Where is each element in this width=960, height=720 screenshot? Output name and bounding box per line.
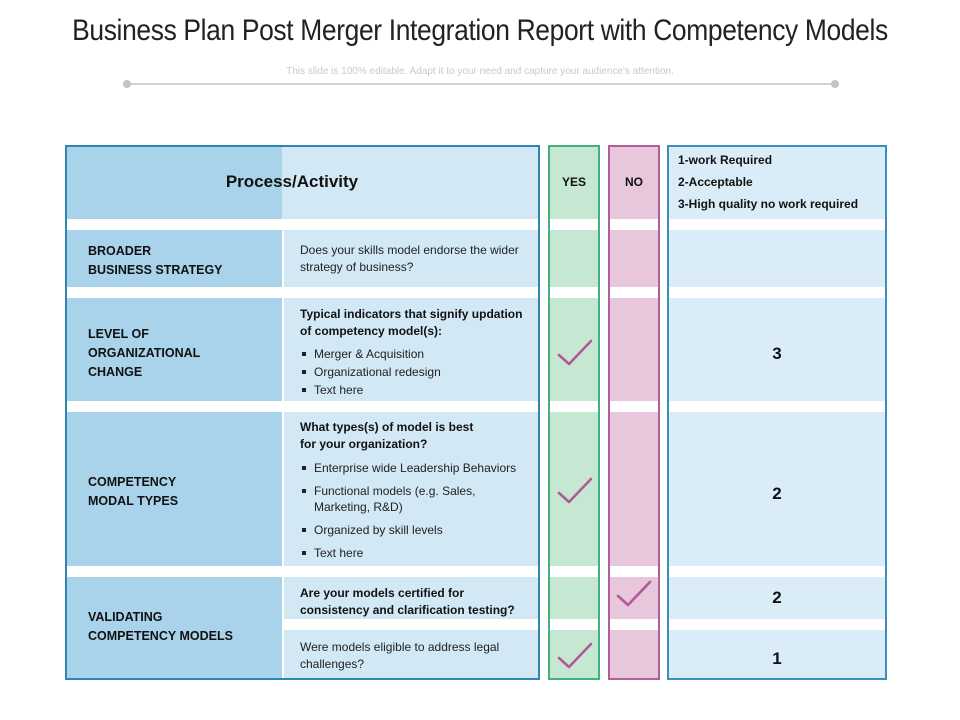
list-item: Text here [300, 382, 532, 398]
title-divider [127, 83, 835, 85]
question-model-types: What types(s) of model is best for your organization? [300, 420, 474, 451]
page-title: Business Plan Post Merger Integration Report with Competency Models [72, 14, 888, 47]
question-indicators: Typical indicators that signify updation of competency model(s): [300, 307, 523, 338]
stage-broader-business-strategy: BROADER BUSINESS STRATEGY [88, 244, 223, 277]
rating-legend [678, 149, 883, 215]
legend-item: 3-High quality no work required [678, 197, 859, 211]
legend-item: 1-work Required [678, 153, 773, 167]
rating-value: 1 [772, 649, 782, 668]
question-block-indicators [300, 306, 532, 398]
no-header: NO [625, 175, 643, 189]
yes-header: YES [561, 175, 586, 189]
rating-value: 2 [772, 484, 782, 503]
indicator-list [300, 346, 532, 398]
stage-organizational-change: LEVEL OF ORGANIZATIONAL CHANGE [88, 327, 201, 379]
question-skills-model: Does your skills model endorse the wider strategy of business? [300, 243, 519, 274]
model-type-list [300, 460, 532, 561]
check-mark-icon [557, 338, 593, 368]
list-item: Text here [300, 545, 532, 561]
list-item: Enterprise wide Leadership Behaviors [300, 460, 532, 476]
divider-dot-left [123, 80, 131, 88]
question-legal-challenges: Were models eligible to address legal challenges? [300, 640, 500, 671]
page-subtitle: This slide is 100% editable. Adapt it to your need and capture your audience's attention. [286, 66, 674, 77]
stage-competency-modal-types: COMPETENCY MODAL TYPES [88, 475, 179, 508]
check-mark-icon [557, 476, 593, 506]
check-mark-icon [557, 641, 593, 671]
divider-dot-right [831, 80, 839, 88]
yes-frame [548, 145, 600, 680]
rating-value: 3 [772, 344, 782, 363]
rating-value: 2 [772, 588, 782, 607]
list-item: Merger & Acquisition [300, 346, 532, 362]
process-activity-header: Process/Activity [225, 172, 359, 191]
list-item: Organized by skill levels [300, 522, 532, 538]
stage-validating-competency-models: VALIDATING COMPETENCY MODELS [88, 610, 233, 643]
question-certified: Are your models certified for consistency and clarification testing? [300, 586, 515, 617]
list-item: Functional models (e.g. Sales, Marketing, R&D) [300, 483, 504, 515]
question-block-model-types [300, 419, 532, 561]
list-item: Organizational redesign [300, 364, 532, 380]
check-mark-icon [616, 579, 652, 609]
legend-item: 2-Acceptable [678, 175, 753, 189]
